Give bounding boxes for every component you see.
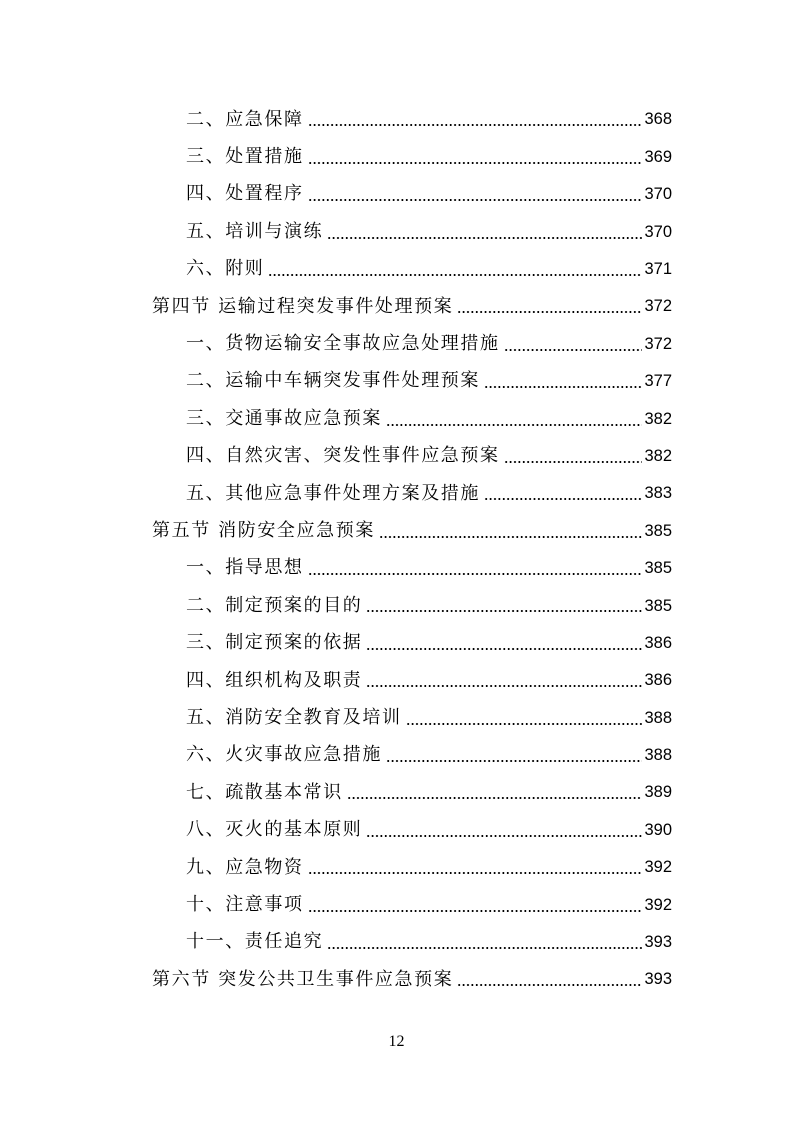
toc-entry-label: 二、运输中车辆突发事件处理预案 bbox=[186, 370, 480, 392]
toc-entry[interactable] bbox=[0, 325, 793, 362]
toc-entry-page: 393 bbox=[644, 933, 672, 952]
toc-dot-leader bbox=[308, 184, 643, 202]
page-number: 12 bbox=[388, 1033, 405, 1050]
toc-entry-page: 392 bbox=[644, 858, 672, 877]
toc-entry[interactable] bbox=[0, 624, 793, 661]
toc-dot-leader bbox=[457, 969, 642, 987]
toc-entry[interactable] bbox=[0, 662, 793, 699]
toc-dot-leader bbox=[366, 820, 642, 838]
toc-section-entry[interactable] bbox=[0, 512, 793, 549]
toc-entry-label: 十一、责任追究 bbox=[186, 931, 324, 953]
toc-section-entry[interactable] bbox=[0, 288, 793, 325]
toc-entry-page: 372 bbox=[644, 334, 672, 353]
toc-entry-page: 377 bbox=[644, 372, 672, 391]
toc-dot-leader bbox=[327, 222, 642, 240]
toc-entry[interactable] bbox=[0, 475, 793, 512]
toc-entry-page: 383 bbox=[644, 484, 672, 503]
toc-dot-leader bbox=[484, 483, 642, 501]
toc-entry[interactable] bbox=[0, 699, 793, 736]
toc-dot-leader bbox=[308, 558, 643, 576]
toc-entry-page: 385 bbox=[644, 521, 672, 540]
toc-entry-page: 369 bbox=[644, 147, 672, 166]
toc-dot-leader bbox=[366, 670, 642, 688]
toc-entry-label: 七、疏散基本常识 bbox=[186, 781, 343, 803]
toc-section-entry[interactable] bbox=[0, 961, 793, 998]
toc-entry[interactable] bbox=[0, 438, 793, 475]
toc-entry-page: 386 bbox=[644, 671, 672, 690]
toc-entry-page: 385 bbox=[644, 559, 672, 578]
toc-entry-page: 393 bbox=[644, 970, 672, 989]
toc-dot-leader bbox=[347, 782, 643, 800]
toc-entry-page: 389 bbox=[644, 783, 672, 802]
toc-dot-leader bbox=[386, 409, 642, 427]
toc-entry-label: 二、应急保障 bbox=[186, 108, 304, 130]
toc-entry[interactable] bbox=[0, 363, 793, 400]
toc-entry-label: 十、注意事项 bbox=[186, 893, 304, 915]
toc-entry-label: 一、指导思想 bbox=[186, 557, 304, 579]
toc-entry-page: 390 bbox=[644, 820, 672, 839]
toc-entry[interactable] bbox=[0, 849, 793, 886]
toc-entry[interactable] bbox=[0, 886, 793, 923]
toc-entry-page: 372 bbox=[644, 297, 672, 316]
toc-entry-page: 368 bbox=[644, 110, 672, 129]
toc-entry[interactable] bbox=[0, 587, 793, 624]
toc-entry-label: 六、附则 bbox=[186, 258, 265, 280]
toc-entry-page: 392 bbox=[644, 895, 672, 914]
toc-entry-label: 六、火灾事故应急措施 bbox=[186, 744, 382, 766]
toc-entry-page: 370 bbox=[644, 185, 672, 204]
toc-entry[interactable] bbox=[0, 811, 793, 848]
toc-entry[interactable] bbox=[0, 400, 793, 437]
toc-dot-leader bbox=[327, 932, 642, 950]
toc-entry[interactable] bbox=[0, 550, 793, 587]
toc-entry-page: 385 bbox=[644, 596, 672, 615]
toc-dot-leader bbox=[308, 895, 643, 913]
toc-entry-label: 二、制定预案的目的 bbox=[186, 594, 363, 616]
toc-entry-label: 八、灭火的基本原则 bbox=[186, 819, 363, 841]
toc-entry-label: 九、应急物资 bbox=[186, 856, 304, 878]
toc-dot-leader bbox=[504, 446, 643, 464]
toc-entry-page: 388 bbox=[644, 708, 672, 727]
toc-entry-label: 三、处置措施 bbox=[186, 146, 304, 168]
toc-entry-label: 五、培训与演练 bbox=[186, 220, 324, 242]
toc-entry[interactable] bbox=[0, 737, 793, 774]
toc-entry-page: 370 bbox=[644, 222, 672, 241]
toc-entry[interactable] bbox=[0, 924, 793, 961]
toc-entry-page: 388 bbox=[644, 746, 672, 765]
toc-dot-leader bbox=[386, 745, 642, 763]
toc-entry-page: 386 bbox=[644, 633, 672, 652]
toc-entry[interactable] bbox=[0, 251, 793, 288]
toc-entry-label: 五、其他应急事件处理方案及措施 bbox=[186, 482, 480, 504]
toc-dot-leader bbox=[308, 147, 643, 165]
toc-dot-leader bbox=[484, 371, 642, 389]
toc-entry-page: 371 bbox=[644, 260, 672, 278]
toc-entry-label: 第五节 消防安全应急预案 bbox=[152, 519, 375, 541]
toc-entry-page: 382 bbox=[644, 409, 672, 428]
toc-entry-label: 四、自然灾害、突发性事件应急预案 bbox=[186, 445, 500, 467]
toc-entry-label: 第六节 突发公共卫生事件应急预案 bbox=[152, 968, 454, 990]
toc-dot-leader bbox=[268, 259, 642, 277]
toc-entry[interactable] bbox=[0, 138, 793, 175]
toc-dot-leader bbox=[504, 334, 643, 352]
toc-entry-label: 四、组织机构及职责 bbox=[186, 669, 363, 691]
toc-entry[interactable] bbox=[0, 101, 793, 138]
table-of-contents bbox=[0, 101, 793, 998]
toc-dot-leader bbox=[308, 857, 643, 875]
toc-entry[interactable] bbox=[0, 774, 793, 811]
toc-dot-leader bbox=[366, 595, 642, 613]
toc-entry[interactable] bbox=[0, 176, 793, 213]
toc-entry-label: 四、处置程序 bbox=[186, 183, 304, 205]
toc-entry-label: 三、制定预案的依据 bbox=[186, 632, 363, 654]
toc-entry-page: 382 bbox=[644, 446, 672, 465]
toc-dot-leader bbox=[366, 633, 642, 651]
toc-entry-label: 五、消防安全教育及培训 bbox=[186, 706, 402, 728]
toc-entry-label: 一、货物运输安全事故应急处理措施 bbox=[186, 333, 500, 355]
toc-dot-leader bbox=[308, 109, 643, 127]
toc-entry-label: 三、交通事故应急预案 bbox=[186, 407, 382, 429]
toc-entry-label: 第四节 运输过程突发事件处理预案 bbox=[152, 295, 454, 317]
toc-dot-leader bbox=[406, 708, 643, 726]
toc-entry[interactable] bbox=[0, 213, 793, 250]
toc-dot-leader bbox=[457, 296, 642, 314]
toc-dot-leader bbox=[379, 521, 643, 539]
